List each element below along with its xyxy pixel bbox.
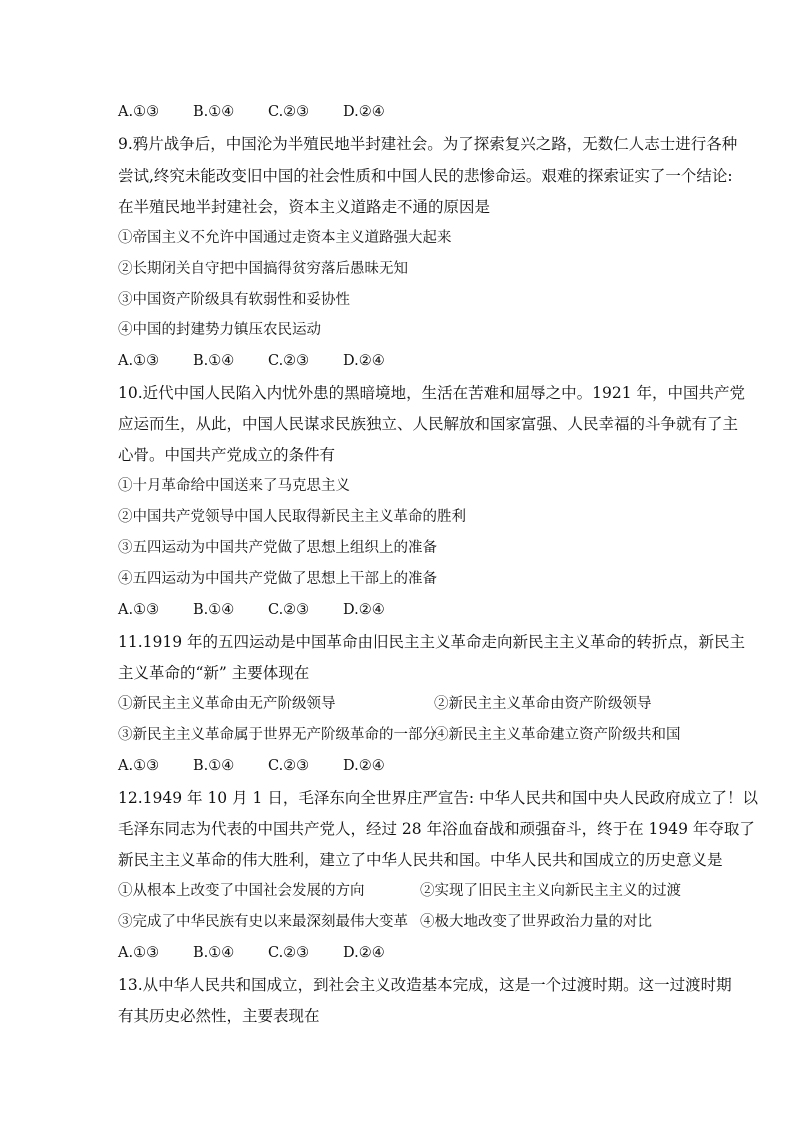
q9-stem-line-3: 在半殖民地半封建社会，资本主义道路走不通的原因是 xyxy=(118,198,491,216)
q11-items-row-2 xyxy=(118,725,681,745)
answer-c[interactable]: C.②③ xyxy=(268,353,310,369)
q10-stem-line-2: 应运而生，从此，中国人民谋求民族独立、人民解放和国家富强、人民幸福的斗争就有了主 xyxy=(118,415,739,433)
q11-item-1: ①新民主主义革命由无产阶级领导 xyxy=(118,696,336,712)
q10-stem-line-3: 心骨。中国共产党成立的条件有 xyxy=(118,446,336,464)
q12-items-row-1 xyxy=(118,881,681,901)
q12-item-1: ①从根本上改变了中国社会发展的方向 xyxy=(118,883,365,899)
q11-answer-options xyxy=(118,756,418,776)
q12-stem-line-3: 新民主主义革命的伟大胜利，建立了中华人民共和国。中华人民共和国成立的历史意义是 xyxy=(118,851,723,869)
q11-item-3: ③新民主主义革命属于世界无产阶级革命的一部分 xyxy=(118,727,437,743)
answer-c[interactable]: C.②③ xyxy=(268,758,310,774)
q9-item-4: ④中国的封建势力镇压农民运动 xyxy=(118,322,321,338)
q12-item-2: ②实现了旧民主主义向新民主主义的过渡 xyxy=(420,883,681,899)
answer-a[interactable]: A.①③ xyxy=(118,945,160,961)
answer-b[interactable]: B.①④ xyxy=(193,602,235,618)
answer-b[interactable]: B.①④ xyxy=(193,353,235,369)
q9-item-3: ③中国资产阶级具有软弱性和妥协性 xyxy=(118,292,350,308)
q10-item-1: ①十月革命给中国送来了马克思主义 xyxy=(118,478,350,494)
q9-stem-line-2: 尝试,终究未能改变旧中国的社会性质和中国人民的悲惨命运。艰难的探索证实了一个结论: xyxy=(118,167,733,185)
answer-a[interactable]: A.①③ xyxy=(118,104,160,120)
answer-b[interactable]: B.①④ xyxy=(193,758,235,774)
q11-stem-line-2: 主义革命的“新” 主要体现在 xyxy=(118,664,310,682)
answer-a[interactable]: A.①③ xyxy=(118,353,160,369)
q10-item-3: ③五四运动为中国共产党做了思想上组织上的准备 xyxy=(118,540,437,556)
answer-a[interactable]: A.①③ xyxy=(118,602,160,618)
q10-item-2: ②中国共产党领导中国人民取得新民主主义革命的胜利 xyxy=(118,509,466,525)
q8-answer-options xyxy=(118,102,418,122)
answer-d[interactable]: D.②④ xyxy=(343,104,385,120)
answer-c[interactable]: C.②③ xyxy=(268,945,310,961)
answer-b[interactable]: B.①④ xyxy=(193,945,235,961)
q12-answer-options xyxy=(118,943,418,963)
answer-d[interactable]: D.②④ xyxy=(343,353,385,369)
answer-d[interactable]: D.②④ xyxy=(343,945,385,961)
q12-stem-line-1: 12.1949 年 10 月 1 日，毛泽东向全世界庄严宣告: 中华人民共和国中央人民政府成立了！以 xyxy=(118,789,758,807)
answer-c[interactable]: C.②③ xyxy=(268,104,310,120)
answer-c[interactable]: C.②③ xyxy=(268,602,310,618)
q10-answer-options xyxy=(118,600,418,620)
q9-answer-options xyxy=(118,351,418,371)
q10-stem-line-1: 10.近代中国人民陷入内忧外患的黑暗境地，生活在苦难和屈辱之中。1921 年，中国共产党 xyxy=(118,384,746,402)
answer-d[interactable]: D.②④ xyxy=(343,758,385,774)
q11-item-4: ④新民主主义革命建立资产阶级共和国 xyxy=(434,727,681,743)
q9-stem-line-1: 9.鸦片战争后，中国沦为半殖民地半封建社会。为了探索复兴之路，无数仁人志士进行各种 xyxy=(118,135,738,153)
q13-stem-line-1: 13.从中华人民共和国成立，到社会主义改造基本完成，这是一个过渡时期。这一过渡时期 xyxy=(118,976,732,994)
q12-item-4: ④极大地改变了世界政治力量的对比 xyxy=(420,914,652,930)
q12-items-row-2 xyxy=(118,912,652,932)
q11-items-row-1 xyxy=(118,694,652,714)
q12-stem-line-2: 毛泽东同志为代表的中国共产党人，经过 28 年浴血奋战和顽强奋斗，终于在 1949 年夺取了 xyxy=(118,820,755,838)
q11-item-2: ②新民主主义革命由资产阶级领导 xyxy=(434,696,652,712)
q13-stem-line-2: 有其历史必然性，主要表现在 xyxy=(118,1007,320,1025)
q11-stem-line-1: 11.1919 年的五四运动是中国革命由旧民主主义革命走向新民主主义革命的转折点，新民主 xyxy=(118,633,746,651)
q12-item-3: ③完成了中华民族有史以来最深刻最伟大变革 xyxy=(118,914,408,930)
answer-b[interactable]: B.①④ xyxy=(193,104,235,120)
q9-item-1: ①帝国主义不允许中国通过走资本主义道路强大起来 xyxy=(118,230,452,246)
answer-a[interactable]: A.①③ xyxy=(118,758,160,774)
q9-item-2: ②长期闭关自守把中国搞得贫穷落后愚昧无知 xyxy=(118,261,408,277)
q10-item-4: ④五四运动为中国共产党做了思想上干部上的准备 xyxy=(118,571,437,587)
answer-d[interactable]: D.②④ xyxy=(343,602,385,618)
